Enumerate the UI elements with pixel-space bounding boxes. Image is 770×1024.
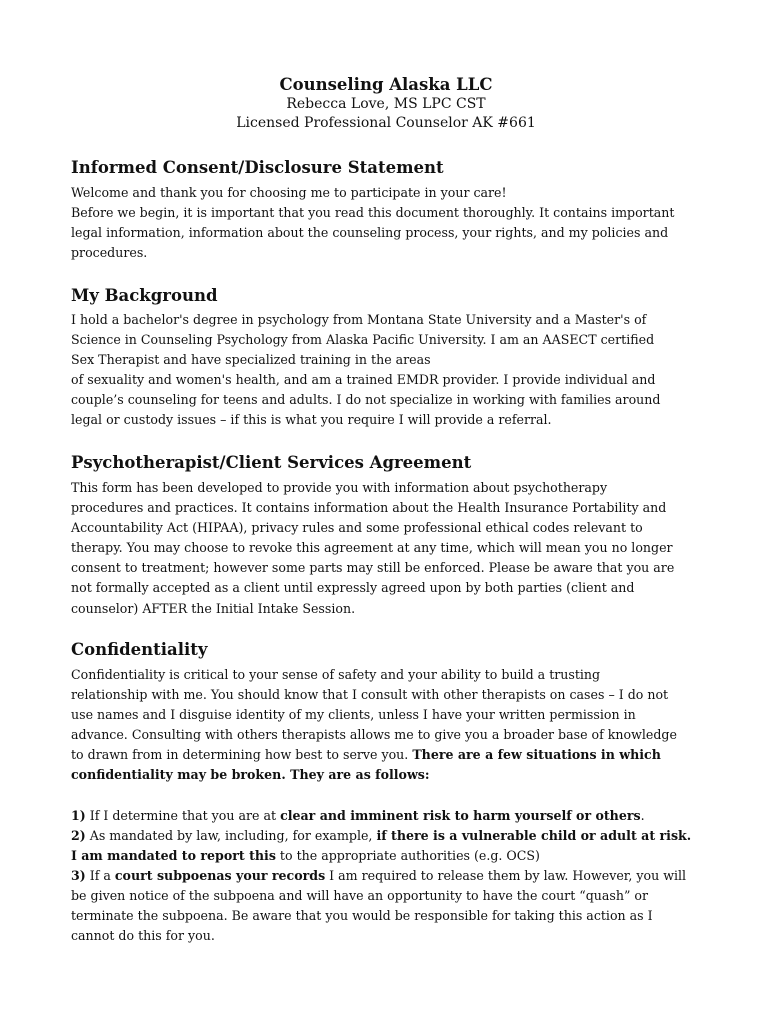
confidentiality-line [71,745,701,765]
background-line: Science in Counseling Psychology from Alaska Pacific University. I am an AASECT certified [71,332,655,348]
exception-item-3 [71,866,701,886]
agreement-line: This form has been developed to provide you with information about psychotherapy [71,480,608,495]
agreement-line: counselor) AFTER the Initial Intake Session. [71,600,356,616]
consent-line: Welcome and thank you for choosing me to participate in your care! [71,185,507,200]
confidentiality-title: Confidentiality [71,640,208,659]
background-body [71,310,701,431]
confidentiality-line: Confidentiality is critical to your sense of safety and your ability to build a trusting [71,667,601,682]
agreement-title: Psychotherapist/Client Services Agreement [71,453,472,472]
item-number: 2) [71,827,86,843]
agreement-body [71,478,701,619]
exception-item-2-cont [71,846,701,866]
counselor-name: Rebecca Love, MS LPC CST [286,96,486,112]
confidentiality-line [71,765,701,785]
consent-body [71,183,701,263]
exception-item-3-line: terminate the subpoena. Be aware that you would be responsible for taking this action as I [71,908,653,924]
exception-item-3-line: cannot do this for you. [71,928,215,944]
exception-item-2 [71,826,701,846]
confidentiality-line-bold: confidentiality may be broken. They are as follows: [71,767,430,783]
item-text: . [640,807,645,823]
license-line: Licensed Professional Counselor AK #661 [236,115,536,131]
confidentiality-line-plain: to drawn from in determining how best to serve you. [71,747,413,763]
background-line: I hold a bachelor's degree in psychology from Montana State University and a Master's of [71,312,647,327]
consent-line: Before we begin, it is important that you read this document thoroughly. It contains important [71,205,675,221]
consent-title: Informed Consent/Disclosure Statement [71,158,444,177]
item-text: As mandated by law, including, for example, [85,827,377,843]
item-number: 1) [71,807,86,823]
spacer [71,786,701,806]
item-number: 3) [71,867,86,883]
background-line: couple’s counseling for teens and adults. I do not specialize in working with families around [71,392,661,408]
exception-item-3-line: be given notice of the subpoena and will have an opportunity to have the court “quash” or [71,888,649,904]
background-line: legal or custody issues – if this is what you require I will provide a referral. [71,412,552,428]
item-text: to the appropriate authorities (e.g. OCS) [275,847,540,863]
item-text: If I determine that you are at [85,807,281,823]
item-bold: I am mandated to report this [71,847,276,863]
item-text: I am required to release them by law. However, you will [325,867,687,883]
item-bold: clear and imminent risk to harm yourself or others [280,807,641,823]
item-bold: if there is a vulnerable child or adult at risk. [376,827,692,843]
agreement-line: consent to treatment; however some parts may still be enforced. Please be aware that you are [71,560,675,576]
item-text: If a [85,867,115,883]
confidentiality-line-bold: There are a few situations in which [412,747,661,763]
background-line: of sexuality and women's health, and am a trained EMDR provider. I provide individual and [71,372,656,388]
exception-item-1 [71,806,701,826]
background-line: Sex Therapist and have specialized training in the areas [71,352,431,368]
consent-line: legal information, information about the counseling process, your rights, and my policies and [71,225,669,241]
agreement-line: procedures and practices. It contains information about the Health Insurance Portability and [71,500,667,516]
agreement-line: not formally accepted as a client until expressly agreed upon by both parties (client and [71,580,635,596]
item-bold: court subpoenas your records [114,867,326,883]
confidentiality-line: advance. Consulting with others therapists allows me to give you a broader base of knowledge [71,727,677,743]
confidentiality-line: use names and I disguise identity of my clients, unless I have your written permission in [71,707,636,723]
consent-line: procedures. [71,245,148,261]
confidentiality-body [71,665,701,946]
org-name: Counseling Alaska LLC [279,75,493,94]
agreement-line: therapy. You may choose to revoke this agreement at any time, which will mean you no longer [71,540,673,556]
background-title: My Background [71,286,218,305]
confidentiality-line: relationship with me. You should know that I consult with other therapists on cases – I do not [71,687,669,703]
agreement-line: Accountability Act (HIPAA), privacy rules and some professional ethical codes relevant to [71,520,643,536]
